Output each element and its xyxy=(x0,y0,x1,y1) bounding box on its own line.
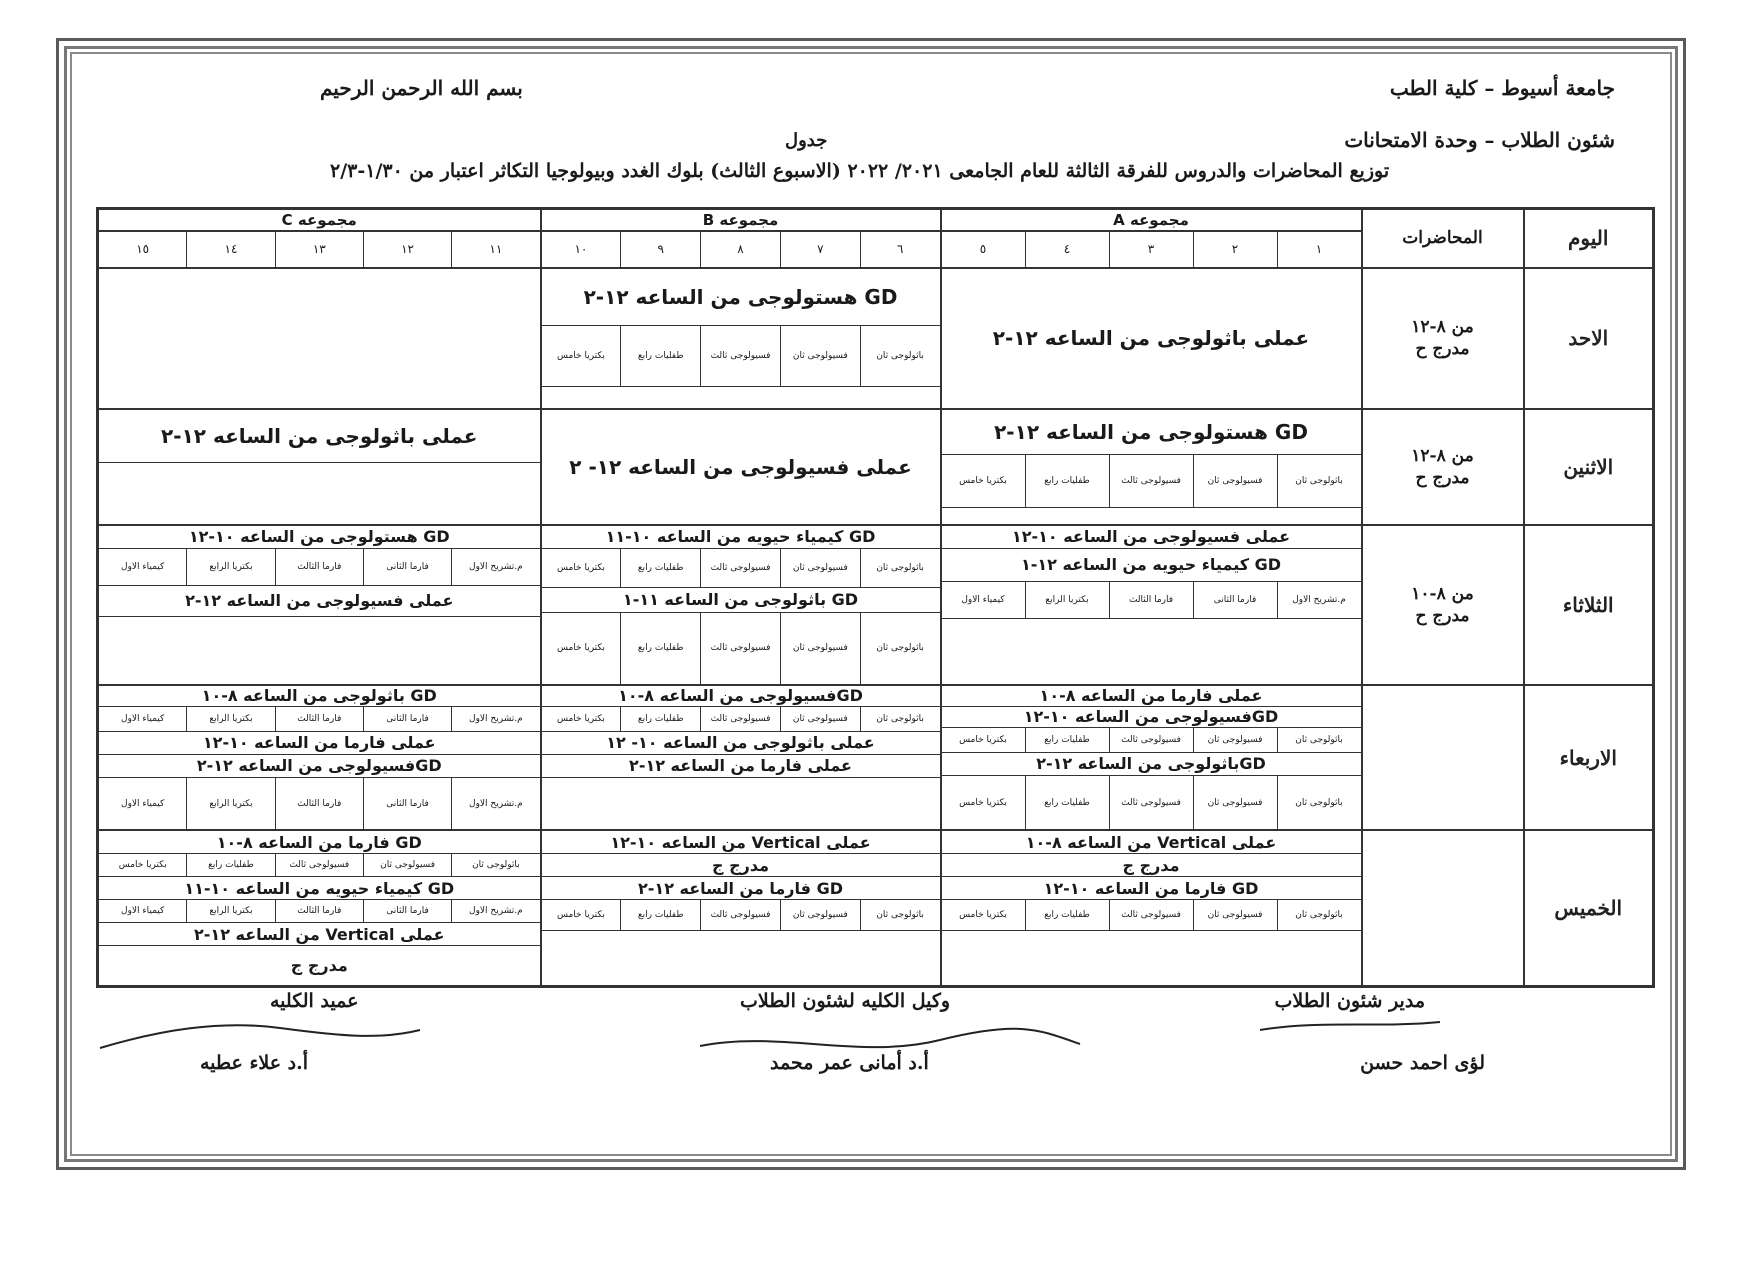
subgroup: طفليات رابع xyxy=(620,549,700,587)
basmala: بسم الله الرحمن الرحيم xyxy=(320,76,523,100)
subgroup-row xyxy=(942,900,1361,931)
row-monday xyxy=(98,409,1654,525)
subgroup-row xyxy=(99,778,540,829)
subgroup: بكتريا خامس xyxy=(556,643,605,654)
subgroup: طفليات رابع xyxy=(1025,900,1109,930)
subgroup: باثولوجى ثان xyxy=(860,326,940,386)
group-a-name: مجموعه A xyxy=(942,210,1361,232)
subgroup: باثولوجى ثان xyxy=(451,854,539,876)
subgroup: فارما الثالث xyxy=(275,778,363,829)
session-text: GDفسيولوجى من الساعه ١٢-٢ xyxy=(99,755,540,778)
subgroup: فسيولوجى ثان xyxy=(1193,455,1277,507)
group-number: ٦ xyxy=(860,232,940,267)
subgroup: فسيولوجى ثان xyxy=(780,326,860,386)
row-sunday xyxy=(98,268,1654,409)
day-cell: الخميس xyxy=(1524,830,1654,986)
group-number: ٤ xyxy=(1025,232,1109,267)
subgroup: بكتريا خامس xyxy=(959,734,1007,745)
lecture-cell xyxy=(1362,409,1524,525)
row-tuesday xyxy=(98,525,1654,685)
group-number: ٧ xyxy=(780,232,860,267)
subgroup: كيمياء الاول xyxy=(121,798,165,809)
session-text: GDباثولوجى من الساعه ١٢-٢ xyxy=(942,753,1361,776)
table-header-row xyxy=(98,209,1654,268)
subgroup: كيمياء الاول xyxy=(961,594,1005,605)
subgroup: فسيولوجى ثالث xyxy=(1109,776,1193,829)
group-b-name: مجموعه B xyxy=(542,210,940,232)
subgroup: م.تشريح الاول xyxy=(451,778,539,829)
thursday-group-c xyxy=(98,830,541,986)
group-a-numbers xyxy=(942,232,1361,267)
subgroup: بكتريا خامس xyxy=(556,562,605,573)
subgroup: بكتريا خامس xyxy=(959,797,1007,808)
sunday-group-a xyxy=(941,268,1362,409)
session-text: عملى باثولوجى من الساعه ١٢-٢ xyxy=(99,410,540,463)
subgroup: م.تشريح الاول xyxy=(451,900,539,922)
subgroup: باثولوجى ثان xyxy=(860,613,940,684)
subgroup-row xyxy=(99,854,540,877)
col-lectures-header: المحاضرات xyxy=(1362,209,1524,268)
subgroup-row xyxy=(99,900,540,923)
subgroup: كيمياء الاول xyxy=(121,713,165,724)
subgroup: م.تشريح الاول xyxy=(451,707,539,731)
subgroup: بكتريا خامس xyxy=(556,350,605,361)
subgroup-row xyxy=(542,707,940,732)
subgroup: فارما الثالث xyxy=(275,900,363,922)
schedule-table xyxy=(96,207,1655,988)
subgroup: فارما الثالث xyxy=(1109,582,1193,618)
lecture-hall: مدرج ح xyxy=(1415,339,1470,360)
row-wednesday xyxy=(98,685,1654,830)
subgroup: بكتريا الرابع xyxy=(186,707,274,731)
subgroup: فسيولوجى ثان xyxy=(780,549,860,587)
subgroup-row xyxy=(942,776,1361,829)
subgroup-row xyxy=(942,728,1361,753)
lecture-cell xyxy=(1362,525,1524,685)
session-text: مدرج ج xyxy=(942,854,1361,877)
session-text: GD هستولوجى من الساعه ١٠-١٢ xyxy=(99,526,540,549)
group-c-name: مجموعه C xyxy=(99,210,540,232)
session-text: عملى فسيولوجى من الساعه ١٢- ٢ xyxy=(569,454,912,479)
subgroup: فسيولوجى ثان xyxy=(780,613,860,684)
subgroup: فارما الثالث xyxy=(275,549,363,585)
signature-name-affairs-manager: لؤى احمد حسن xyxy=(1360,1052,1485,1074)
subgroup: باثولوجى ثان xyxy=(1277,776,1361,829)
subgroup: فسيولوجى ثالث xyxy=(1109,900,1193,930)
group-number: ١٥ xyxy=(136,242,150,257)
session-text: عملى Vertical من الساعه ١٠-١٢ xyxy=(542,831,940,854)
subgroup: فسيولوجى ثان xyxy=(1193,776,1277,829)
group-c-numbers xyxy=(99,232,540,267)
subgroup: فارما الثانى xyxy=(363,707,451,731)
sunday-group-b xyxy=(541,268,941,409)
subgroup: طفليات رابع xyxy=(1025,728,1109,752)
session-text: عملى فسيولوجى من الساعه ١٠-١٢ xyxy=(942,526,1361,549)
session-text: عملى فارما من الساعه ١٢-٢ xyxy=(542,755,940,778)
subgroup: م.تشريح الاول xyxy=(451,549,539,585)
subgroup: طفليات رابع xyxy=(186,854,274,876)
session-text: GD فارما من الساعه ١٠-١٢ xyxy=(942,877,1361,900)
subgroup: طفليات رابع xyxy=(1025,455,1109,507)
row-thursday xyxy=(98,830,1654,986)
session-text: GD باثولوجى من الساعه ١١-١ xyxy=(542,588,940,613)
thursday-group-b xyxy=(541,830,941,986)
lecture-hall: مدرج ح xyxy=(1415,467,1470,488)
col-day-header: اليوم xyxy=(1524,209,1654,268)
group-number: ١١ xyxy=(451,232,539,267)
subgroup-row xyxy=(99,707,540,732)
subgroup: فسيولوجى ثالث xyxy=(1109,455,1193,507)
session-text: GDفسيولوجى من الساعه ١٠-١٢ xyxy=(942,707,1361,728)
subgroup-row xyxy=(542,613,940,684)
subgroup: فسيولوجى ثان xyxy=(1193,900,1277,930)
subgroup-row xyxy=(542,549,940,588)
tuesday-group-a xyxy=(941,525,1362,685)
subgroup: فسيولوجى ثالث xyxy=(700,326,780,386)
wednesday-group-b xyxy=(541,685,941,830)
group-number: ١٠ xyxy=(574,242,588,257)
subgroup: باثولوجى ثان xyxy=(1277,728,1361,752)
group-number: ١٣ xyxy=(275,232,363,267)
tuesday-group-c xyxy=(98,525,541,685)
subgroup: بكتريا خامس xyxy=(556,910,605,921)
subgroup: باثولوجى ثان xyxy=(860,549,940,587)
subgroup: فارما الثانى xyxy=(363,778,451,829)
subgroup: فارما الثانى xyxy=(363,900,451,922)
subgroup: فسيولوجى ثالث xyxy=(700,549,780,587)
wednesday-group-c xyxy=(98,685,541,830)
subgroup: باثولوجى ثان xyxy=(860,707,940,731)
subgroup: بكتريا خامس xyxy=(959,475,1007,486)
subgroup: فارما الثالث xyxy=(275,707,363,731)
department-name: شئون الطلاب – وحدة الامتحانات xyxy=(1344,128,1615,152)
signature-title-dean: عميد الكليه xyxy=(270,990,359,1012)
subgroup-row xyxy=(99,549,540,586)
subgroup-row xyxy=(942,582,1361,619)
subgroup: فسيولوجى ثالث xyxy=(1109,728,1193,752)
subgroup: بكتريا الرابع xyxy=(186,778,274,829)
lecture-cell xyxy=(1362,685,1524,830)
subgroup: طفليات رابع xyxy=(620,900,700,930)
subgroup: فارما الثانى xyxy=(1193,582,1277,618)
subgroup: باثولوجى ثان xyxy=(860,900,940,930)
subgroup: بكتريا الرابع xyxy=(1025,582,1109,618)
subgroup: فسيولوجى ثان xyxy=(363,854,451,876)
monday-group-b xyxy=(541,409,941,525)
group-number: ٥ xyxy=(979,242,987,257)
subgroup: فسيولوجى ثان xyxy=(1193,728,1277,752)
day-cell: الثلاثاء xyxy=(1524,525,1654,685)
lecture-cell xyxy=(1362,268,1524,409)
group-number: ١ xyxy=(1277,232,1361,267)
subgroup: طفليات رابع xyxy=(620,326,700,386)
session-text: عملى Vertical من الساعه ١٢-٢ xyxy=(99,923,540,946)
session-text: عملى Vertical من الساعه ٨-١٠ xyxy=(942,831,1361,854)
subgroup: طفليات رابع xyxy=(620,707,700,731)
session-text: GD فارما من الساعه ١٢-٢ xyxy=(542,877,940,900)
lecture-hall: مدرج ح xyxy=(1415,605,1470,626)
session-text: GDفسيولوجى من الساعه ٨-١٠ xyxy=(542,686,940,707)
tuesday-group-b xyxy=(541,525,941,685)
subgroup-row xyxy=(542,326,940,387)
session-text: GD كيمياء حيويه من الساعه ١٢-١ xyxy=(942,549,1361,582)
session-text: عملى فارما من الساعه ١٠-١٢ xyxy=(99,732,540,755)
day-cell: الاربعاء xyxy=(1524,685,1654,830)
session-text: GD فارما من الساعه ٨-١٠ xyxy=(99,831,540,854)
session-text: مدرج ج xyxy=(542,854,940,877)
session-text: GD باثولوجى من الساعه ٨-١٠ xyxy=(99,686,540,707)
group-c-header xyxy=(98,209,541,268)
signature-name-dean: أ.د علاء عطيه xyxy=(200,1052,309,1074)
subgroup: فسيولوجى ثالث xyxy=(700,707,780,731)
monday-group-a xyxy=(941,409,1362,525)
monday-group-c xyxy=(98,409,541,525)
day-cell: الاحد xyxy=(1524,268,1654,409)
sunday-group-c xyxy=(98,268,541,409)
subgroup: فسيولوجى ثالث xyxy=(275,854,363,876)
group-number: ٣ xyxy=(1109,232,1193,267)
lecture-cell xyxy=(1362,830,1524,986)
lecture-time: من ٨-١٢ xyxy=(1411,445,1474,466)
group-a-header xyxy=(941,209,1362,268)
subgroup: فسيولوجى ثالث xyxy=(700,900,780,930)
session-text: GD هستولوجى من الساعه ١٢-٢ xyxy=(542,269,940,326)
session-text: عملى باثولوجى من الساعه ١٠- ١٢ xyxy=(542,732,940,755)
thursday-group-a xyxy=(941,830,1362,986)
university-name: جامعة أسيوط – كلية الطب xyxy=(1389,76,1615,100)
group-number: ١٢ xyxy=(363,232,451,267)
handwritten-signatures xyxy=(80,1000,1480,1080)
session-text: GD كيمياء حيويه من الساعه ١٠-١١ xyxy=(99,877,540,900)
signature-name-vice-dean: أ.د أمانى عمر محمد xyxy=(770,1052,929,1074)
subgroup: فسيولوجى ثالث xyxy=(700,613,780,684)
group-b-numbers xyxy=(542,232,940,267)
document-subtitle: توزيع المحاضرات والدروس للفرقة الثالثة للعام الجامعى ٢٠٢١/ ٢٠٢٢ (الاسبوع الثالث) بلوك الغدد وبيولوجيا التكاثر اعتبار من ١/٣٠-٢/٣ xyxy=(330,160,1390,182)
document-title: جدول xyxy=(785,130,828,151)
subgroup: م.تشريح الاول xyxy=(1277,582,1361,618)
group-number: ٢ xyxy=(1193,232,1277,267)
subgroup: كيمياء الاول xyxy=(121,561,165,572)
subgroup: باثولوجى ثان xyxy=(1277,900,1361,930)
subgroup-row xyxy=(942,455,1361,508)
group-number: ١٤ xyxy=(186,232,274,267)
subgroup-row xyxy=(542,900,940,931)
lecture-time: من ٨-١٠ xyxy=(1411,583,1474,604)
session-text: عملى فارما من الساعه ٨-١٠ xyxy=(942,686,1361,707)
signature-title-affairs-manager: مدير شئون الطلاب xyxy=(1274,990,1425,1012)
session-text: عملى فسيولوجى من الساعه ١٢-٢ xyxy=(99,586,540,617)
subgroup: كيمياء الاول xyxy=(121,906,165,917)
subgroup: باثولوجى ثان xyxy=(1277,455,1361,507)
subgroup: طفليات رابع xyxy=(620,613,700,684)
subgroup: فسيولوجى ثان xyxy=(780,900,860,930)
subgroup: بكتريا الرابع xyxy=(186,549,274,585)
lecture-time: من ٨-١٢ xyxy=(1411,317,1474,338)
subgroup: بكتريا الرابع xyxy=(186,900,274,922)
group-b-header xyxy=(541,209,941,268)
group-number: ٨ xyxy=(700,232,780,267)
session-text: عملى باثولوجى من الساعه ١٢-٢ xyxy=(992,326,1310,351)
signature-title-vice-dean: وكيل الكليه لشئون الطلاب xyxy=(740,990,951,1012)
session-text: GD كيمياء حيويه من الساعه ١٠-١١ xyxy=(542,526,940,549)
subgroup: فسيولوجى ثان xyxy=(780,707,860,731)
subgroup: بكتريا خامس xyxy=(959,910,1007,921)
subgroup: طفليات رابع xyxy=(1025,776,1109,829)
subgroup: بكتريا خامس xyxy=(556,713,605,724)
day-cell: الاثنين xyxy=(1524,409,1654,525)
group-number: ٩ xyxy=(620,232,700,267)
session-text: مدرج ج xyxy=(290,956,348,976)
wednesday-group-a xyxy=(941,685,1362,830)
subgroup: فارما الثانى xyxy=(363,549,451,585)
subgroup: بكتريا خامس xyxy=(118,860,167,871)
session-text: GD هستولوجى من الساعه ١٢-٢ xyxy=(942,410,1361,455)
